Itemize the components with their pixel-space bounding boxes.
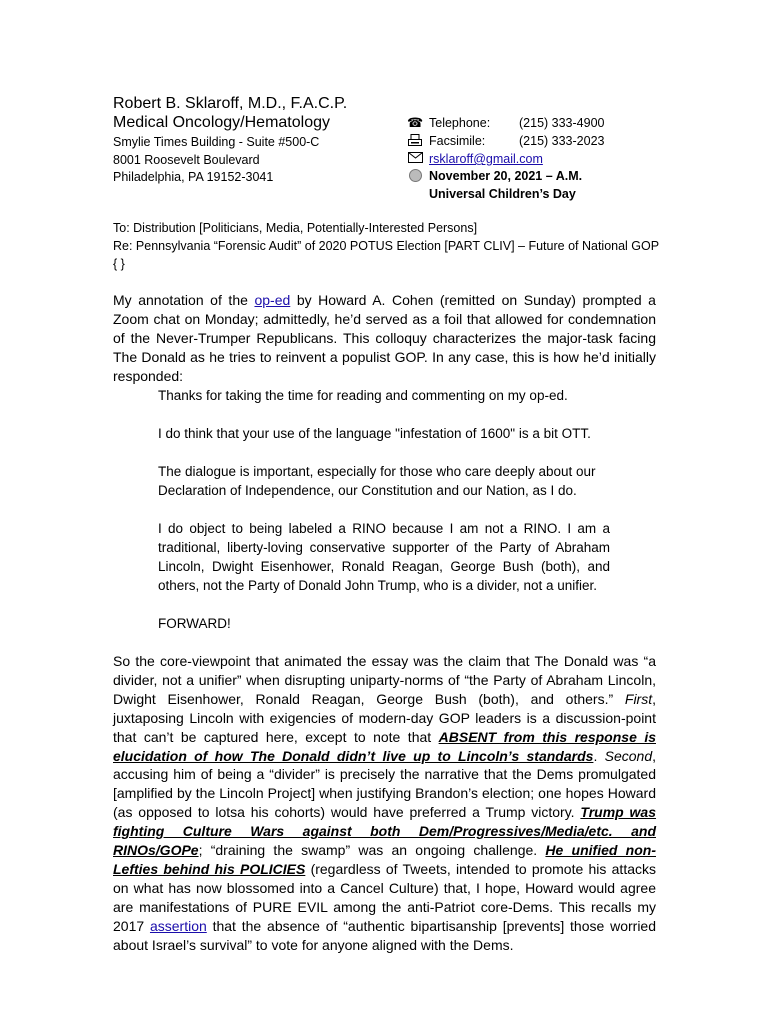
emphasis-1: ABSENT from this response is elucidation of how The Donald didn’t live up to Lincoln’s standards: [113, 728, 656, 764]
email-link[interactable]: rsklaroff@gmail.com: [429, 152, 543, 166]
analysis-text-2: , juxtaposing Lincoln with exigencies of modern-day GOP leaders is a discussion-point that can’t be captured here, except to note that: [113, 690, 656, 745]
op-ed-link[interactable]: op-ed: [254, 292, 291, 308]
facsimile-label: Facsimile:: [429, 134, 486, 148]
analysis-text-7: that the absence of “authentic bipartisanship [prevents] those worried about Israel’s survival” to vote for anyone aligned with the Dems.: [113, 917, 656, 953]
envelope-icon: [407, 152, 423, 166]
author-name: Robert B. Sklaroff, M.D., F.A.C.P.: [113, 95, 348, 112]
assertion-link[interactable]: assertion: [149, 917, 207, 934]
second-label: Second: [604, 747, 653, 764]
analysis-text-4: , accusing him of being a “divider” is precisely the narrative that the Dems promulgated [amplified by the Lincoln Project] when justifying Brandon’s election; one hopes Howard (as opposed to lotsa his cohorts) would have preferred a Trump victory.: [113, 747, 656, 821]
emphasis-3: He unified non-Lefties behind his POLICIES: [113, 842, 656, 877]
address-line-3: Philadelphia, PA 19152-3041: [113, 170, 274, 184]
letter-date: November 20, 2021 – A.M.: [429, 169, 583, 183]
analysis-paragraph: [113, 652, 656, 955]
address-line-2: 8001 Roosevelt Boulevard: [113, 153, 260, 167]
quote-paragraph-3: The dialogue is important, especially for those who care deeply about our Declaration of Independence, our Constitution and our Nation, as I do.: [158, 464, 596, 498]
analysis-text-3: .: [593, 747, 605, 764]
intro-text-2: by Howard A. Cohen (remitted on Sunday) prompted a Zoom chat on Monday; admittedly, he’d served as a foil that allowed for condemnation of the Never-Trumper Republicans. This colloquy characterizes the major-task facing The Donald as he tries to reinvent a populist GOP. In any case, this is how he’d initially responded:: [113, 292, 656, 384]
facsimile-number: (215) 333-2023: [519, 134, 605, 148]
phone-icon: ☎: [407, 115, 424, 130]
clock-icon: [407, 169, 423, 183]
telephone-number: (215) 333-4900: [519, 116, 605, 130]
intro-paragraph: [113, 291, 656, 386]
author-specialty: Medical Oncology/Hematology: [113, 114, 330, 131]
analysis-text-6: (regardless of Tweets, intended to promote his attacks on what has now blossomed into a Cancel Culture) that, I hope, Howard would agree are manifestations of PURE EVIL among the anti-Patriot core-Dems. This recalls my 2017: [113, 860, 656, 934]
emphasis-2: Trump was fighting Culture Wars against both Dem/Progressives/Media/etc. and RINOs/GOPe: [113, 804, 657, 859]
quote-paragraph-4: I do object to being labeled a RINO because I am not a RINO. I am a traditional, liberty-loving conservative supporter of the Party of Abraham Lincoln, Dwight Eisenhower, Ronald Reagan, George Bush (both), and others, not the Party of Donald John Trump, who is a divider, not a unifier.: [158, 521, 610, 593]
first-label: First: [624, 690, 653, 707]
observance-day: Universal Children’s Day: [429, 187, 576, 201]
braces-line: { }: [113, 257, 125, 271]
re-line: Re: Pennsylvania “Forensic Audit” of 2020 POTUS Election [PART CLIV] – Future of National GOP: [113, 239, 660, 253]
quote-paragraph-2: I do think that your use of the language "infestation of 1600" is a bit OTT.: [158, 426, 591, 441]
analysis-text-5: ; “draining the swamp” was an ongoing challenge.: [198, 842, 546, 859]
quote-paragraph-1: Thanks for taking the time for reading and commenting on my op-ed.: [158, 388, 568, 403]
analysis-text-1: So the core-viewpoint that animated the essay was the claim that The Donald was “a divider, not a unifier” when disrupting uniparty-norms of “the Party of Abraham Lincoln, Dwight Eisenhower, Ronald Reagan, George Bush (both), and others.”: [113, 653, 656, 707]
fax-icon: [407, 134, 423, 148]
quote-paragraph-5: FORWARD!: [158, 616, 231, 631]
telephone-label: Telephone:: [429, 116, 491, 130]
intro-text-1: My annotation of the: [113, 292, 255, 308]
address-line-1: Smylie Times Building - Suite #500-C: [113, 135, 320, 149]
to-line: To: Distribution [Politicians, Media, Potentially-Interested Persons]: [113, 221, 478, 235]
